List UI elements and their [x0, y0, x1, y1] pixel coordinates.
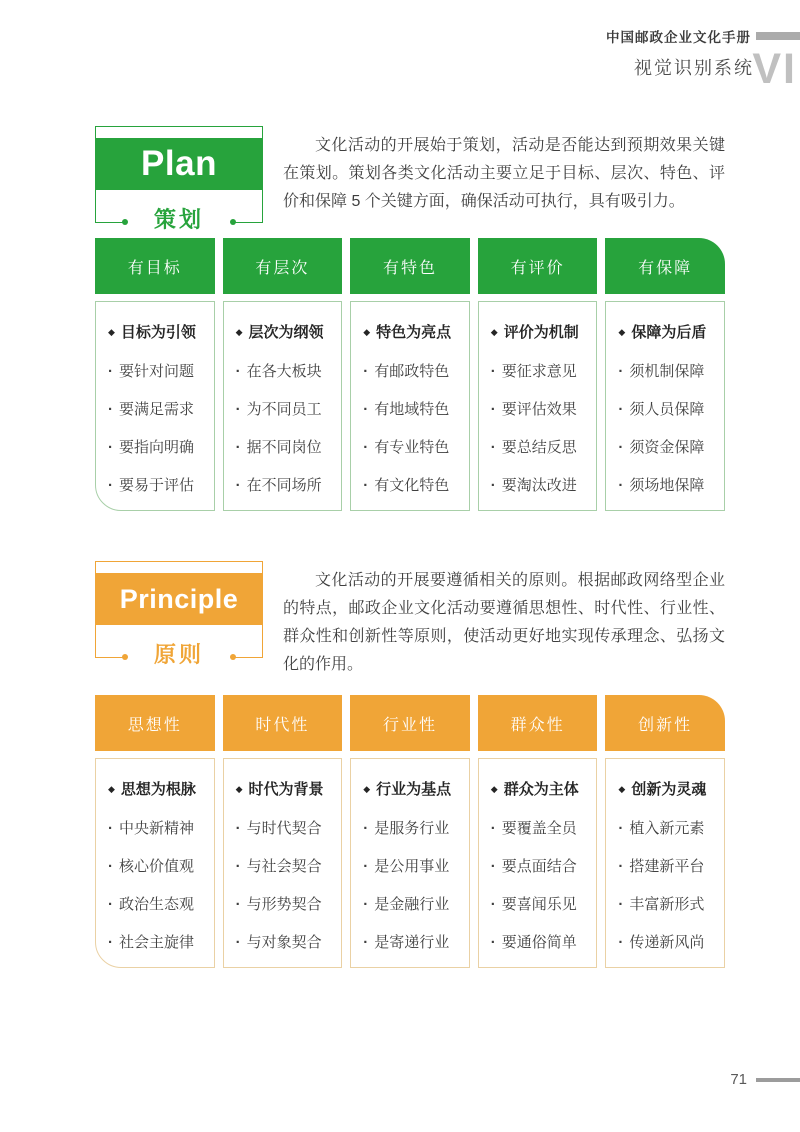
column-item-text: 与时代契合 [246, 820, 322, 837]
plan-badge [95, 126, 263, 232]
column-item-text: 是公用事业 [374, 858, 450, 875]
diamond-bullet-icon: ◆ [363, 327, 371, 337]
dot-bullet-icon: · [108, 858, 113, 875]
column-item-text: 要覆盖全员 [501, 820, 577, 837]
column-item [491, 856, 594, 878]
column-header: 有评价 [478, 238, 598, 294]
column-header: 行业性 [350, 695, 470, 751]
column-lead-text: 层次为纲领 [248, 324, 324, 341]
column-item [491, 894, 594, 916]
column-item-text: 在各大板块 [246, 363, 322, 380]
column-items [108, 361, 211, 497]
column-item-text: 与对象契合 [246, 934, 322, 951]
dot-bullet-icon: · [618, 401, 624, 418]
column-item [363, 475, 466, 497]
diamond-bullet-icon: ◆ [490, 327, 498, 337]
dot-bullet-icon: · [490, 439, 496, 456]
column-item-text: 有地域特色 [374, 401, 450, 418]
column-item-text: 要征求意见 [501, 363, 577, 380]
dot-bullet-icon: · [235, 439, 241, 456]
dot-bullet-icon: · [108, 439, 113, 456]
culture-column [478, 695, 598, 968]
column-card [605, 301, 725, 511]
dot-bullet-icon: · [108, 477, 113, 494]
principle-badge-chinese: 原则 [153, 642, 204, 667]
column-header: 有特色 [350, 238, 470, 294]
vi-logo: VI [752, 45, 797, 93]
badge-corner-hook-right [233, 222, 263, 223]
column-item-text: 与形势契合 [246, 896, 322, 913]
column-header: 有目标 [95, 238, 215, 294]
column-item-text: 要指向明确 [119, 439, 195, 456]
column-item-text: 要点面结合 [501, 858, 577, 875]
column-item-text: 有文化特色 [374, 477, 450, 494]
badge-corner-hook-left [95, 222, 125, 223]
dot-bullet-icon: · [235, 858, 241, 875]
plan-badge-english: Plan [96, 138, 262, 190]
column-header: 创新性 [605, 695, 725, 751]
column-item-text: 要淘汰改进 [501, 477, 577, 494]
dot-bullet-icon: · [363, 363, 369, 380]
column-item-text: 要易于评估 [119, 477, 195, 494]
column-lead [491, 779, 594, 802]
column-item-text: 政治生态观 [119, 896, 195, 913]
column-header: 时代性 [223, 695, 343, 751]
column-item-text: 传递新风尚 [629, 934, 705, 951]
column-header: 思想性 [95, 695, 215, 751]
column-item [363, 437, 466, 459]
culture-column [350, 695, 470, 968]
culture-column [605, 695, 725, 968]
column-item [236, 399, 339, 421]
principle-badge-top-strip [96, 562, 262, 573]
column-items [236, 818, 339, 954]
column-lead [618, 322, 721, 345]
culture-column [478, 238, 598, 511]
column-item-text: 植入新元素 [629, 820, 705, 837]
column-card [478, 758, 598, 968]
dot-bullet-icon: · [108, 401, 113, 418]
column-item [236, 932, 339, 954]
column-item [618, 475, 721, 497]
dot-bullet-icon: · [108, 363, 113, 380]
column-card [95, 301, 215, 511]
column-item-text: 须场地保障 [629, 477, 705, 494]
column-item [491, 361, 594, 383]
principle-paragraph: 文化活动的开展要遵循相关的原则。根据邮政网络型企业的特点，邮政企业文化活动要遵循思想性、时代性、行业性、群众性和创新性等原则，使活动更好地实现传承理念、弘扬文化的作用。 [283, 572, 725, 673]
column-card [223, 758, 343, 968]
column-item [618, 818, 721, 840]
column-lead [363, 779, 466, 802]
vi-system-label: 视觉识别系统 [634, 58, 754, 78]
dot-bullet-icon: · [235, 934, 241, 951]
column-item [236, 437, 339, 459]
dot-bullet-icon: · [235, 896, 241, 913]
column-lead-text: 评价为机制 [503, 324, 579, 341]
column-lead-text: 保障为后盾 [631, 324, 707, 341]
column-item-text: 核心价值观 [119, 858, 195, 875]
column-item [108, 894, 211, 916]
dot-bullet-icon: · [363, 820, 369, 837]
column-item-text: 中央新精神 [119, 820, 195, 837]
dot-bullet-icon: · [235, 820, 241, 837]
column-item [108, 399, 211, 421]
diamond-bullet-icon: ◆ [363, 784, 371, 794]
dot-bullet-icon: · [490, 401, 496, 418]
column-items [491, 361, 594, 497]
dot-bullet-icon: · [363, 477, 369, 494]
column-card [605, 758, 725, 968]
column-items [618, 818, 721, 954]
diamond-bullet-icon: ◆ [108, 327, 115, 337]
dot-bullet-icon: · [108, 934, 113, 951]
plan-intro-row [95, 126, 725, 232]
column-item-text: 须机制保障 [629, 363, 705, 380]
column-item [618, 399, 721, 421]
dot-bullet-icon: · [490, 820, 496, 837]
column-item [236, 856, 339, 878]
plan-badge-top-strip [96, 127, 262, 138]
culture-column [350, 238, 470, 511]
column-lead [363, 322, 466, 345]
column-item [108, 932, 211, 954]
section-plan [95, 126, 725, 511]
column-lead-text: 思想为根脉 [120, 781, 196, 798]
dot-bullet-icon: · [235, 477, 241, 494]
column-item [491, 399, 594, 421]
column-item [618, 894, 721, 916]
column-items [363, 361, 466, 497]
header-title-row [0, 26, 800, 46]
column-item [618, 856, 721, 878]
culture-column [95, 238, 215, 511]
column-item-text: 要满足需求 [119, 401, 195, 418]
culture-column [605, 238, 725, 511]
dot-bullet-icon: · [490, 477, 496, 494]
column-items [491, 818, 594, 954]
dot-bullet-icon: · [490, 896, 496, 913]
dot-bullet-icon: · [618, 934, 624, 951]
column-card [223, 301, 343, 511]
column-item [236, 894, 339, 916]
column-item [363, 818, 466, 840]
dot-bullet-icon: · [363, 934, 369, 951]
column-item [108, 437, 211, 459]
column-item [363, 399, 466, 421]
column-item [363, 856, 466, 878]
section-principle [95, 561, 725, 968]
plan-columns [95, 238, 725, 511]
column-item-text: 搭建新平台 [629, 858, 705, 875]
column-item [236, 818, 339, 840]
header-rule [756, 32, 800, 40]
column-lead [491, 322, 594, 345]
column-item [491, 475, 594, 497]
dot-bullet-icon: · [363, 858, 369, 875]
column-item-text: 有邮政特色 [374, 363, 450, 380]
column-item-text: 要喜闻乐见 [501, 896, 577, 913]
column-item [108, 856, 211, 878]
column-lead [618, 779, 721, 802]
column-item [618, 361, 721, 383]
diamond-bullet-icon: ◆ [108, 784, 115, 794]
column-item-text: 为不同员工 [246, 401, 322, 418]
column-item [108, 361, 211, 383]
column-item [363, 932, 466, 954]
dot-bullet-icon: · [618, 896, 624, 913]
principle-intro-row [95, 561, 725, 679]
column-item-text: 丰富新形式 [629, 896, 705, 913]
doc-header [0, 0, 800, 93]
badge-corner-hook-left [95, 657, 125, 658]
culture-column [95, 695, 215, 968]
plan-badge-chinese: 策划 [153, 207, 204, 232]
dot-bullet-icon: · [108, 896, 113, 913]
column-lead-text: 目标为引领 [120, 324, 196, 341]
column-lead [108, 322, 211, 345]
column-item-text: 要总结反思 [501, 439, 577, 456]
doc-footer [730, 1071, 800, 1088]
column-lead-text: 群众为主体 [503, 781, 579, 798]
column-item-text: 据不同岗位 [246, 439, 322, 456]
column-items [618, 361, 721, 497]
dot-bullet-icon: · [490, 934, 496, 951]
dot-bullet-icon: · [618, 858, 624, 875]
column-items [363, 818, 466, 954]
column-lead-text: 特色为亮点 [376, 324, 452, 341]
column-item [236, 361, 339, 383]
plan-paragraph: 文化活动的开展始于策划，活动是否能达到预期效果关键在策划。策划各类文化活动主要立足于目标、层次、特色、评价和保障 5 个关键方面，确保活动可执行，具有吸引力。 [283, 137, 725, 210]
dot-bullet-icon: · [490, 858, 496, 875]
column-lead [108, 779, 211, 802]
column-card [478, 301, 598, 511]
culture-column [223, 238, 343, 511]
column-item-text: 要通俗简单 [501, 934, 577, 951]
diamond-bullet-icon: ◆ [490, 784, 498, 794]
column-lead [236, 322, 339, 345]
column-item [108, 818, 211, 840]
column-item-text: 要评估效果 [501, 401, 577, 418]
column-item-text: 要针对问题 [119, 363, 195, 380]
column-item [618, 437, 721, 459]
diamond-bullet-icon: ◆ [235, 327, 243, 337]
column-lead [236, 779, 339, 802]
dot-bullet-icon: · [363, 896, 369, 913]
column-header: 有保障 [605, 238, 725, 294]
column-lead-text: 创新为灵魂 [631, 781, 707, 798]
dot-bullet-icon: · [618, 363, 624, 380]
diamond-bullet-icon: ◆ [618, 784, 626, 794]
handbook-title: 中国邮政企业文化手册 [606, 30, 751, 45]
column-header: 有层次 [223, 238, 343, 294]
column-header: 群众性 [478, 695, 598, 751]
column-item [491, 818, 594, 840]
page-number: 71 [730, 1071, 747, 1088]
culture-column [223, 695, 343, 968]
diamond-bullet-icon: ◆ [235, 784, 243, 794]
header-subtitle-row [0, 45, 800, 93]
column-card [350, 301, 470, 511]
dot-bullet-icon: · [618, 477, 624, 494]
column-item-text: 与社会契合 [246, 858, 322, 875]
dot-bullet-icon: · [363, 439, 369, 456]
column-item [108, 475, 211, 497]
diamond-bullet-icon: ◆ [618, 327, 626, 337]
column-item [491, 437, 594, 459]
principle-badge [95, 561, 263, 667]
column-item [363, 894, 466, 916]
column-item [363, 361, 466, 383]
column-card [95, 758, 215, 968]
column-item-text: 在不同场所 [246, 477, 322, 494]
column-lead-text: 时代为背景 [248, 781, 324, 798]
column-item-text: 社会主旋律 [119, 934, 195, 951]
dot-bullet-icon: · [490, 363, 496, 380]
badge-corner-hook-right [233, 657, 263, 658]
principle-badge-english: Principle [96, 573, 262, 625]
dot-bullet-icon: · [618, 820, 624, 837]
column-item [618, 932, 721, 954]
column-item [491, 932, 594, 954]
column-item-text: 是服务行业 [374, 820, 450, 837]
footer-rule [756, 1078, 800, 1082]
dot-bullet-icon: · [618, 439, 624, 456]
column-lead-text: 行业为基点 [376, 781, 452, 798]
dot-bullet-icon: · [363, 401, 369, 418]
dot-bullet-icon: · [235, 401, 241, 418]
column-item-text: 须资金保障 [629, 439, 705, 456]
column-item-text: 须人员保障 [629, 401, 705, 418]
column-card [350, 758, 470, 968]
dot-bullet-icon: · [108, 820, 113, 837]
column-items [236, 361, 339, 497]
column-items [108, 818, 211, 954]
column-item-text: 是寄递行业 [374, 934, 450, 951]
principle-columns [95, 695, 725, 968]
column-item-text: 有专业特色 [374, 439, 450, 456]
dot-bullet-icon: · [235, 363, 241, 380]
column-item [236, 475, 339, 497]
column-item-text: 是金融行业 [374, 896, 450, 913]
